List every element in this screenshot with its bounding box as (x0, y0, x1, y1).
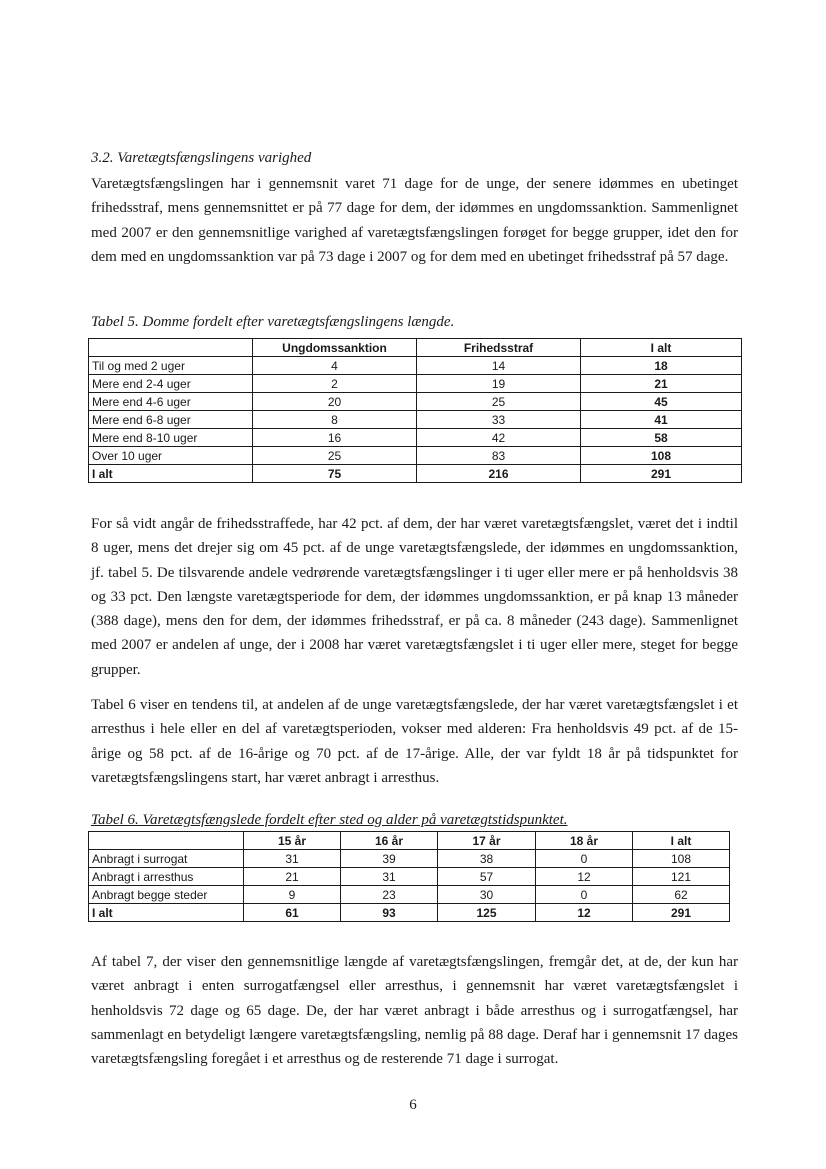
row-label: Anbragt begge steder (89, 886, 244, 904)
cell-16: 93 (341, 904, 438, 922)
table-6 (88, 831, 730, 922)
table-row (89, 411, 742, 429)
table-5-header-ungdomssanktion: Ungdomssanktion (253, 339, 417, 357)
cell-i-alt: 41 (581, 411, 742, 429)
cell-16: 31 (341, 868, 438, 886)
paragraph-4: Af tabel 7, der viser den gennemsnitlige længde af varetægtsfængslingen, fremgår det, at de, der kun har været anbragt i enten surrogatfængsel eller arresthus, i gennemsnit har været varetægtsfængslet i henholdsvis 72 dage og 65 dage. De, der har været anbragt i både arresthus og i surrogatfængsel, har sammenlagt en betydeligt længere varetægtsfængsling, nemlig på 88 dage. Deraf har i gennemsnit 17 dages varetægtsfængsling foregået i et arresthus og de resterende 71 dage i surrogat. (91, 954, 738, 1068)
table-row (89, 886, 730, 904)
table-6-header-18: 18 år (536, 832, 633, 850)
cell-ungdomssanktion: 4 (253, 357, 417, 375)
cell-i-alt: 58 (581, 429, 742, 447)
cell-15: 61 (244, 904, 341, 922)
page-number: 6 (409, 1097, 417, 1113)
paragraph-2: For så vidt angår de frihedsstraffede, har 42 pct. af dem, der har været varetægtsfængslet, været det i indtil 8 uger, mens det drejer sig om 45 pct. af de unge varetægtsfængslede, der idømmes en ungdomssanktion, jf. tabel 5. De tilsvarende andele vedrørende varetægtsfængslinger i ti uger eller mere er på henholdsvis 38 og 33 pct. Den længste varetægtsperiode for dem, der idømmes ungdomssanktion, er på knap 13 måneder (388 dage), mens den for dem, der idømmes frihedsstraf, er på ca. 8 måneder (243 dage). Sammenlignet med 2007 er andelen af unge, der i 2008 har været varetægtsfængslet i ti uger eller mere, steget for begge grupper. (91, 516, 738, 678)
section-heading: 3.2. Varetægtsfængslingens varighed (91, 150, 312, 166)
cell-17: 125 (438, 904, 536, 922)
cell-18: 12 (536, 868, 633, 886)
cell-i-alt: 108 (581, 447, 742, 465)
cell-i-alt: 62 (633, 886, 730, 904)
row-label: I alt (89, 465, 253, 483)
cell-17: 30 (438, 886, 536, 904)
cell-ungdomssanktion: 2 (253, 375, 417, 393)
cell-frihedsstraf: 33 (417, 411, 581, 429)
cell-i-alt: 108 (633, 850, 730, 868)
row-label: Anbragt i arresthus (89, 868, 244, 886)
table-6-header-17: 17 år (438, 832, 536, 850)
cell-18: 12 (536, 904, 633, 922)
cell-17: 57 (438, 868, 536, 886)
table-row (89, 850, 730, 868)
row-label: I alt (89, 904, 244, 922)
table-5-header-empty (89, 339, 253, 357)
table-row (89, 429, 742, 447)
cell-15: 21 (244, 868, 341, 886)
cell-ungdomssanktion: 16 (253, 429, 417, 447)
cell-i-alt: 21 (581, 375, 742, 393)
cell-15: 9 (244, 886, 341, 904)
cell-18: 0 (536, 850, 633, 868)
cell-i-alt: 291 (581, 465, 742, 483)
table-6-header-row (89, 832, 730, 850)
table-6-header-15: 15 år (244, 832, 341, 850)
cell-i-alt: 18 (581, 357, 742, 375)
table-row (89, 357, 742, 375)
cell-frihedsstraf: 14 (417, 357, 581, 375)
table-6-header-i-alt: I alt (633, 832, 730, 850)
cell-frihedsstraf: 42 (417, 429, 581, 447)
row-label: Anbragt i surrogat (89, 850, 244, 868)
table-total-row (89, 904, 730, 922)
cell-ungdomssanktion: 8 (253, 411, 417, 429)
table-row (89, 447, 742, 465)
row-label: Over 10 uger (89, 447, 253, 465)
paragraph-3: Tabel 6 viser en tendens til, at andelen af de unge varetægtsfængslede, der har været varetægtsfængslet i et arresthus i hele eller en del af varetægtsperioden, vokser med alderen: Fra henholdsvis 49 pct. af de 15-årige og 58 pct. af de 16-årige og 70 pct. af de 17-årige. Alle, der var fyldt 18 år på tidspunktet for varetægtsfængslingens start, har været anbragt i arresthus. (91, 697, 738, 786)
table-5-header-frihedsstraf: Frihedsstraf (417, 339, 581, 357)
cell-16: 39 (341, 850, 438, 868)
cell-frihedsstraf: 83 (417, 447, 581, 465)
cell-i-alt: 291 (633, 904, 730, 922)
cell-16: 23 (341, 886, 438, 904)
cell-18: 0 (536, 886, 633, 904)
table-5 (88, 338, 742, 483)
cell-frihedsstraf: 25 (417, 393, 581, 411)
cell-frihedsstraf: 19 (417, 375, 581, 393)
cell-17: 38 (438, 850, 536, 868)
row-label: Mere end 4-6 uger (89, 393, 253, 411)
table-6-header-empty (89, 832, 244, 850)
cell-ungdomssanktion: 75 (253, 465, 417, 483)
table-5-caption: Tabel 5. Domme fordelt efter varetægtsfængslingens længde. (91, 314, 455, 330)
table-row (89, 393, 742, 411)
row-label: Til og med 2 uger (89, 357, 253, 375)
table-5-header-i-alt: I alt (581, 339, 742, 357)
cell-i-alt: 45 (581, 393, 742, 411)
table-6-caption: Tabel 6. Varetægtsfængslede fordelt efter sted og alder på varetægtstidspunktet. (91, 812, 568, 828)
cell-15: 31 (244, 850, 341, 868)
cell-ungdomssanktion: 25 (253, 447, 417, 465)
table-5-header-row (89, 339, 742, 357)
table-6-header-16: 16 år (341, 832, 438, 850)
cell-i-alt: 121 (633, 868, 730, 886)
table-total-row (89, 465, 742, 483)
row-label: Mere end 6-8 uger (89, 411, 253, 429)
cell-frihedsstraf: 216 (417, 465, 581, 483)
table-row (89, 868, 730, 886)
paragraph-1: Varetægtsfængslingen har i gennemsnit varet 71 dage for de unge, der senere idømmes en ubetinget frihedsstraf, mens gennemsnittet er på 77 dage for dem, der idømmes en ungdomssanktion. Sammenlignet med 2007 er den gennemsnitlige varighed af varetægtsfængslingen forøget for begge grupper, idet den for dem med en ungdomssanktion var på 73 dage i 2007 og for dem med en ubetinget frihedsstraf på 57 dage. (91, 176, 738, 265)
row-label: Mere end 2-4 uger (89, 375, 253, 393)
table-row (89, 375, 742, 393)
cell-ungdomssanktion: 20 (253, 393, 417, 411)
row-label: Mere end 8-10 uger (89, 429, 253, 447)
